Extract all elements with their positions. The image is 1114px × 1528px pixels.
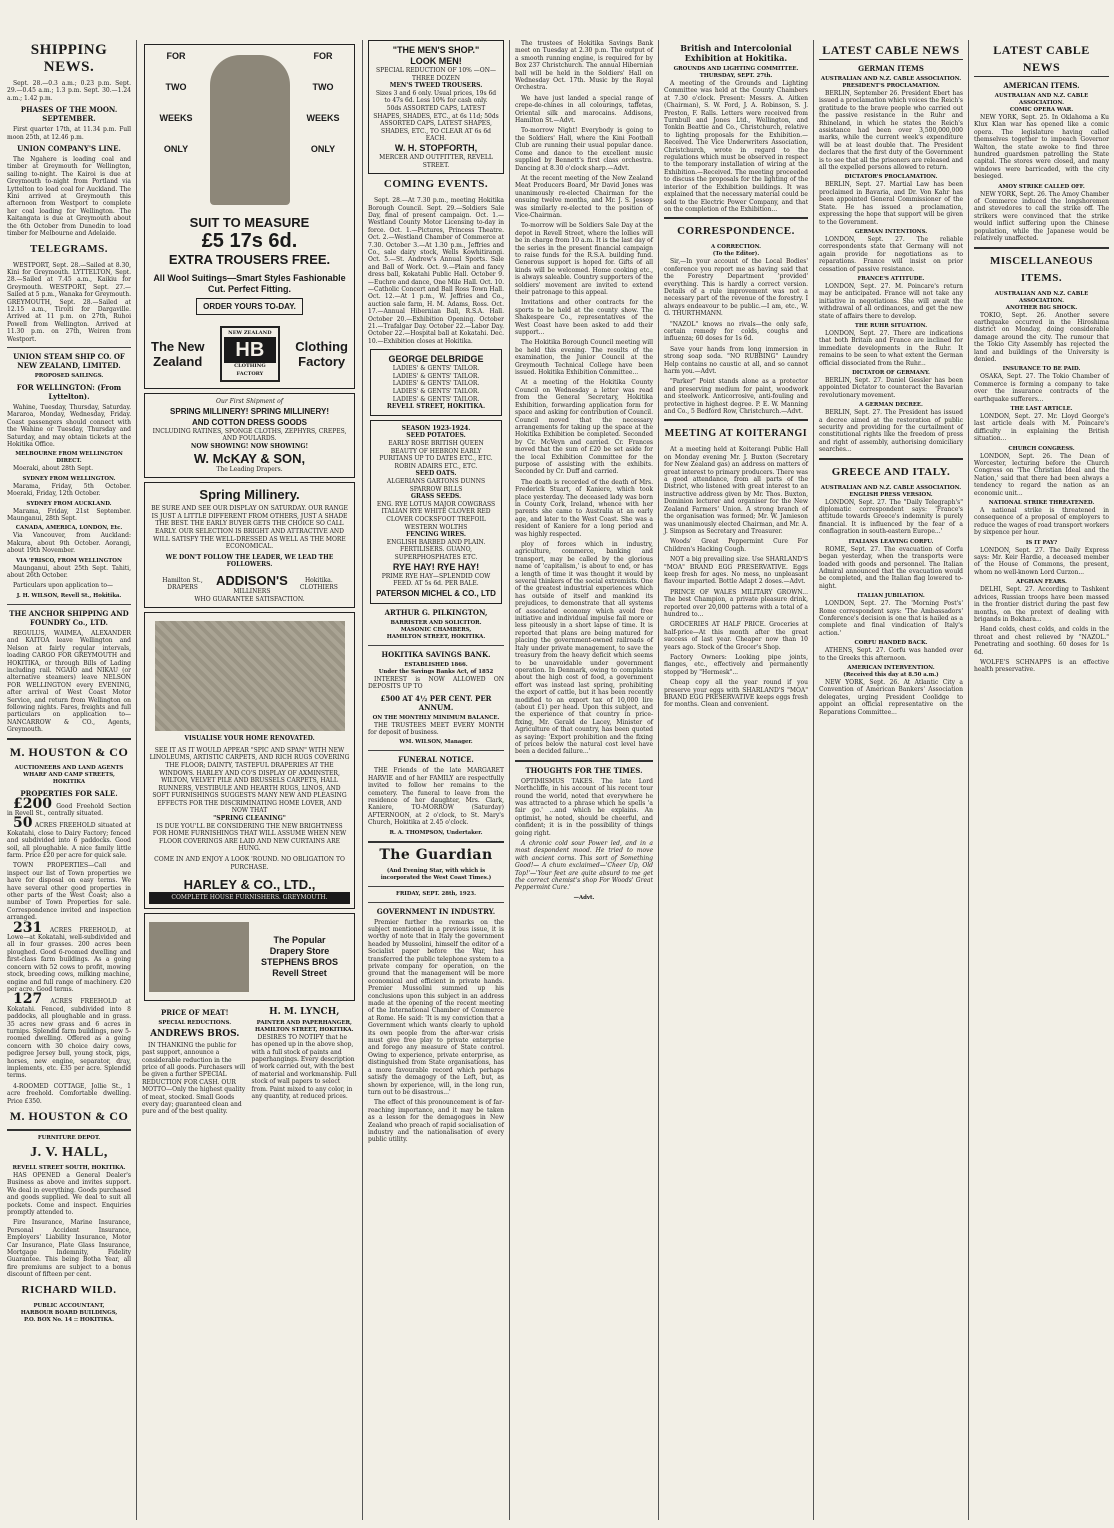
corfu-handed-back: CORFU HANDED BACK. (854, 640, 928, 647)
issue-date: FRIDAY, SEPT. 28th, 1923. (396, 890, 476, 897)
german-intentions: GERMAN INTENTIONS. (854, 228, 928, 235)
tonight-text: To-morrow Night! Everybody is going to the Soldiers' Hall, where the Kini Football Club are running their usual popular dance. Come and dance to the excellent music supplied by Bennett's first class orchestra. Dancing at 8.30 o'clock sharp.—Advt. (515, 127, 653, 172)
furniture-depot: FURNITURE DEPOT. (37, 1135, 101, 1141)
mens-tweed: MEN'S TWEED TROUSERS. (389, 82, 483, 90)
shipping-news-heading: SHIPPING NEWS. (30, 42, 108, 75)
tailors-2: LADIES' & GENTS' TAILOR. (392, 372, 480, 380)
potatoes-list: EARLY ROSE BRITISH QUEEN BEAUTY OF HEBRON EARLY PURITANS UP TO DATES ETC., ETC. ROBIN ADAIRS ETC., ETC. (379, 440, 493, 470)
lynch-name: H. M. LYNCH, (269, 1006, 340, 1017)
miscellaneous-heading: MISCELLANEOUS ITEMS. (989, 254, 1094, 284)
germany-text: BERLIN, Sept. 27. Daniel Gessler has been appointed Dictator to counteract the Bavarian revolutionary movement. (819, 377, 963, 399)
zealand: Zealand (153, 354, 203, 370)
paterson-name: PATERSON MICHEL & CO., LTD (376, 588, 496, 598)
union-text: The Ngahere is loading coal and timber at Greymouth for Wellington, sailing to-night. The Kairoi is due at Greymouth to-night from Portland via Lyttelton to load coal for Auckland. The Kini arrived at Greymouth this afternoon from Westport to complete her coal loading for Wellington. The Kaitangata is due at Greymouth about the 6th October from Dunedin to load timber for Melbourne and Adelaide. (7, 156, 131, 238)
thoughts-heading: THOUGHTS FOR THE TIMES. (525, 765, 643, 775)
andrews-text: IN THANKING the public for past support, announce a considerable reduction in the price of all goods. Purchasers will be given a further SPECIAL REDUCTION FOR CASH. OUR MOTTO—Only the highest quality of meat, stocked. Small Goods every day; guaranteed clean and pure and of the best quality. (142, 1041, 246, 1116)
stephens-name: STEPHENS BROS (260, 956, 338, 967)
assorted-caps: 50ds ASSORTED CAPS, LATEST SHAPES, SHADES, ETC., at 6s 11d; 50ds ASSORTED CAPS, LATEST SHAPES, SHADES, ETC., TO CLEAR AT 6s 6d EACH. (373, 104, 499, 143)
spring-millinery-banner: SPRING MILLINERY! SPRING MILLINERY! (170, 406, 329, 416)
wool-suitings: All Wool Suitings—Smart Styles Fashionable Cut. Perfect Fitting. (153, 273, 346, 294)
suit-figure-image (210, 55, 290, 205)
pilkington-sub: BARRISTER AND SOLICITOR. (390, 619, 482, 626)
prop4-price: 127 (13, 991, 43, 1008)
wild-sub: PUBLIC ACCOUNTANT, (33, 1302, 105, 1309)
hall-address: REVELL STREET SOUTH, HOKITIKA. (12, 1165, 126, 1171)
italian-jubilation: ITALIAN JUBILATION. (857, 593, 925, 600)
mckay-ad (144, 393, 355, 478)
wolfe-ad: WOLFE'S SCHNAPPS is an effective health preservative. (974, 658, 1109, 674)
woods-text: Woods' Great Peppermint Cure For Children's Hacking Cough. (664, 538, 808, 553)
established: ESTABLISHED 1866. (404, 661, 468, 668)
tweed-text: Sizes 3 and 6 only. Usual prices, 19s 6d to 47s 6d. Less 10% for cash only. (375, 89, 497, 105)
harley-text-2: IS DUE YOU'LL BE CONSIDERING THE NEW BRIGHTNESS FOR HOME FURNISHINGS THAT WILL ASSUME WHEN NEW FLOOR COVERINGS ARE LAID AND NEW CURTAINS ARE HUNG. (152, 822, 347, 853)
stopforth-name: W. H. STOPFORTH, (394, 142, 478, 153)
exhibition-body: A meeting of the Grounds and Lighting Committee was held at the County Chambers at 7.30 o'clock. Present: Messrs. A. Aitken (Chairman), S. W. Ford, J. A. Robinson, S. J. Preston, F. Ralls. Letters were received from Turnbull and Jones Ltd., Wellington, and Tonkin Beattie and Co., Christchurch, relative to lighting proposals for the Exhibition.—Received. The Vice Underwriters Association, Christchurch, wrote in regard to the regulations which must be observed in respect to the temporary installation of wiring at the Exhibition.—Received. The meeting proceeded to discuss the proposals for the lighting of the interior of the Exhibition buildings. It was explained that the necessary material could be sold to the Electric Power Company, and that on the completion of the Exhibition... (664, 80, 808, 213)
special-reductions: SPECIAL REDUCTIONS. (158, 1019, 232, 1026)
suit-ad (144, 44, 355, 389)
addison-ad (144, 482, 355, 608)
column-rule (968, 40, 969, 1520)
ruhr-text: LONDON, Sept. 27. There are indications that both Britain and France are inclined for immediate developments in the Ruhr. It remains to be seen to what extent the German official dissociated from the Ruhr... (819, 329, 963, 367)
leaving-text: ROME, Sept. 27. The evacuation of Corfu began yesterday, when the transports were loaded with goods and personnel. The Italian Admiral announced that the evacuation would be completed, and the Italian flag lowered to-night. (819, 545, 963, 590)
tailors-4: LADIES' & GENTS' TAILOR. (392, 388, 480, 396)
church-congress: CHURCH CONGRESS. (1008, 445, 1075, 452)
properties-heading: PROPERTIES FOR SALE. (20, 788, 118, 798)
prop3-price: 231 (13, 919, 43, 936)
millinery-text: BE SURE AND SEE OUR DISPLAY ON SATURDAY. OUR RANGE IS JUST A LITTLE DIFFERENT FROM OTHERS, JUST A SHADE THE BEST. THE EARLY BUYER GETS THE CHOICE SO CALL EARLY. OUR SELECTION IS BRIGHT AND ATTRACTIVE AND WILL SATISFY THE WELL-DRESSED AS WELL AS THE MORE ECONOMICAL. (151, 505, 348, 551)
mens-shop-title: "THE MEN'S SHOP." (392, 45, 480, 55)
insurance-text: Fire Insurance, Marine Insurance, Personal Accident Insurance, Employers' Liability Insurance, Motor Car Insurance, Plate Glass Insurance, Mortgage Indemnity, Fidelity Guarantee. This being Botha Year, all fire premiums are subject to a bonus discount of fifteen per cent. (7, 1219, 131, 1279)
tides-text: Sept. 28.—0.3 a.m.; 0.23 p.m. Sept. 29.—0.45 a.m.; 1.3 p.m. Sept. 30.—1.24 a.m.; 1.42 p.m. (7, 80, 131, 102)
afghan-fears: AFGHAN FEARS. (1016, 579, 1067, 586)
hall-heading: J. V. HALL, (30, 1145, 108, 1160)
cotton-dress: AND COTTON DRESS GOODS (192, 417, 307, 427)
andrews-name: ANDREWS BROS. (150, 1028, 240, 1039)
sharland-text: NOT a big prevailing size. Use SHARLAND'S "MOA" BRAND EGG PRESERVATIVE. Eggs keep fresh for ages. No mess, no unpleasant flavour imparted. Bottle Adapt 2 doses.—Advt. (664, 556, 808, 586)
season: SEASON 1923-1924. (401, 424, 471, 432)
under-act: Under the Savings Banks Act, of 1852 (378, 668, 494, 675)
wild-address: HARBOUR BOARD BUILDINGS, (20, 1309, 118, 1316)
government-text-2: The effect of this pronouncement is of far-reaching importance, and it may be taken as a lesson for the demagogues in New Zealand who preach of rapid socialisation of industry and the nationalisation of every public utility. (368, 1099, 504, 1144)
two-right: TWO (312, 82, 334, 92)
stephens-ad (144, 913, 355, 1001)
melbourne-text: Moeraki, about 28th Sept. (13, 465, 93, 473)
cable-news-heading: LATEST CABLE NEWS (819, 42, 963, 60)
dictators-proclamation: DICTATOR'S PROCLAMATION. (844, 174, 938, 181)
to-editor: (To the Editor). (712, 251, 760, 258)
swimming-text: Invitations and other contracts for the sports to be held at the county show. The Shakespeare Co., representatives of the West Coast have been asked to add their support... (515, 299, 653, 337)
column-rule (658, 40, 659, 1520)
union-heading: UNION COMPANY'S LINE. (17, 144, 121, 154)
come-in: COME IN AND ENJOY A LOOK 'ROUND. NO OBLIGATION TO PURCHASE. (154, 856, 345, 871)
trustees-meet: THE TRUSTEES MEET EVERY MONTH for deposit of business. (368, 721, 504, 736)
council-text: At a meeting of the Hokitika County Council on Wednesday a letter was read from the General Secretary, Hokitika Exhibition, forwarding application form for space and asking for contribution of Council. Council moved that the necessary arrangements for taking up the space at the Hokitika Exhibition be completed. Seconded by Cr. McVeyn and carried. Cr. Frances moved that the sum of £20 be set aside for the local Exhibition Committee for the purpose of assisting with the exhibits. Seconded by Cr. Duff and carried. (515, 379, 653, 476)
pilkington-name: ARTHUR G. PILKINGTON, (384, 607, 488, 617)
church-text: LONDON, Sept. 26. The Dean of Worcester, lecturing before the Church Congress on 'The Christian Ideal and the Nation,' said that there had been always a tendency to regard the nation as an economic unit... (974, 452, 1109, 497)
france-text: LONDON, Sept. 27. M. Poincare's return may be anticipated. France will not take any initiative in negotiations. She will await the withdrawal of all ordinances, and get the new state of affairs there to develop. (819, 282, 963, 320)
prop2-price: 50 (13, 815, 33, 832)
canada-heading: CANADA, AMERICA, LONDON, Etc. (15, 525, 123, 532)
koiterangi-heading: MEETING AT KOITERANGI (664, 428, 808, 440)
factory: Factory (298, 354, 346, 370)
column-rule (362, 40, 363, 1520)
weeks-left: WEEKS (159, 113, 193, 123)
bank-manager: WM. WILSON, Manager. (399, 739, 473, 746)
seed-oats: SEED OATS. (415, 470, 457, 478)
two-left: TWO (165, 82, 187, 92)
german-items: GERMAN ITEMS (858, 64, 924, 73)
guarantee-text: WHO GUARANTEE SATISFACTION. (194, 595, 305, 603)
order-today: ORDER YOURS TO-DAY. (196, 298, 303, 315)
grass-list: ENG. RYE LOTUS MAJOR COWGRASS ITALIAN RYE WHITE CLOVER RED CLOVER COCKSFOOT TREFOIL WESTERN WOLTHS (376, 500, 496, 531)
lynch-sub: PAINTER AND PAPERHANGER, (256, 1019, 352, 1026)
first-shipment: Our First Shipment of (216, 398, 283, 406)
prop1-text: Good Freehold Section in Revell St., centrally situated. (7, 802, 131, 817)
greece-italy-heading: GREECE AND ITALY. (831, 465, 951, 478)
for-wellington-text: Wahine, Tuesday, Thursday, Saturday. Mararoa, Monday, Wednesday, Friday. Coast passengers should connect with the Wahine or Tuesday, Thursday and Saturday, and may obtain tickets at the Hokitika Office. (7, 403, 131, 448)
column-advertisements (139, 40, 360, 1520)
agent-name: J. H. WILSON, Revell St., Hokitika. (16, 592, 122, 599)
rye-hay: RYE HAY! RYE HAY! (392, 561, 480, 572)
dictator-of-germany: DICTATOR OF GERMANY. (852, 370, 930, 376)
for-left: FOR (166, 51, 186, 61)
cable-agency-2: AUSTRALIAN AND N.Z. CABLE ASSOCIATION. (994, 93, 1089, 106)
insurance-to-be-paid: INSURANCE TO BE PAID. (1002, 366, 1081, 373)
school-text: The Hokitika Borough Council meeting will be held this evening. The results of the examination, the Junior Council at the Greymouth Technical College have been issued. Hokitika Exhibition Committee... (515, 339, 653, 377)
death-text: The death is recorded of the death of Mrs. Frederick Stuart, of Kaniere, which took place yesterday. The deceased lady was born in County Cork, Ireland, whence with her parents she came to Australia at an early age, and later to the West Coast. She was a resident of Kaniere for a long period and was highly respected. (515, 478, 653, 538)
anchor-text: REGULUS, WAIMEA, ALEXANDER and KAITOA leave Wellington and Nelson at fairly regular intervals, loading CARGO FOR GREYMOUTH and HOKITIKA, or through Bills of Lading including rail. NGAIO and NIKAU (or alternative steamers) leave NELSON FOR WELLINGTON every EVENING, after arrival of West Coast Motor Service, and return from Wellington on following nights. Fares, freights and full particulars on application to— NANCARROW & CO., Agents, Greymouth. (7, 629, 131, 734)
popular: The Popular (273, 934, 326, 945)
exhibition-date: THURSDAY, SEPT. 27th. (699, 73, 773, 79)
hb-bottom: CLOTHING FACTORY (234, 363, 266, 377)
save-hands-text: Save your hands from long immersion in strong soap soda. "NO RUBBING" Laundry Help contains no caustic at all, and so cannot harm you.—Advt. (664, 345, 808, 375)
interest-text: INTEREST is NOW ALLOWED ON DEPOSITS UP TO (368, 675, 504, 691)
masonic: MASONIC CHAMBERS, (400, 626, 472, 633)
buyers-text: We have just landed a special range of crepe-de-chines in all colourings, taffetas, Oriental silk and marocains. Addisons, Hamilton St.—Advt. (515, 94, 653, 125)
column-rule (136, 40, 137, 1520)
for-wellington: FOR WELLINGTON: (From Lyttelton). (16, 382, 122, 401)
government-text: Premier further the remarks on the subject mentioned in a previous issue, it is worthy of note that in Italy the government headed by Mussolini, himself the editor of a Socialist paper before the War, has transferred the public telephone system to a private company for operation, on the ground that the management will be more economical and efficient in private hands. Premier Mussolini summed up his conclusions upon this subject in an address made at the opening of the recent meeting of the International Chamber of Commerce at Rome. He said: 'It is my conviction that a Government which wants clearly to uphold its own people from the after-war crisis must give free play to private enterprise and forego any measure of State control. Owing to experience, private enterprise, as distinguished from State organisations, has a more favourable record which perhaps satisfy the demagogy of the Left, but, as shown by experience, will, in the long run, turn out to be disastrous...' (368, 918, 504, 1096)
houston2-heading: M. HOUSTON & CO (9, 1109, 129, 1123)
the-new: The New (151, 339, 205, 355)
press-text: LONDON, Sept. 27. The "Daily Telegraph's" diplomatic correspondent says: 'France's attitude towards Greece's indemnity is purely financial. It is influenced by the fear of a conflagration in south-eastern Europe...' (819, 498, 963, 536)
column-german-items (816, 40, 966, 1520)
decree-text: BERLIN, Sept. 27. The President has issued a decree aimed at the restoration of public security and providing for the curtailment of constitutional rights like the freedom of press and right of assembly, authorising domiciliary searches... (819, 409, 963, 454)
suit-to-measure: SUIT TO MEASURE (189, 215, 310, 230)
national-strike: NATIONAL STRIKE THREATENED. (988, 500, 1095, 507)
presidents-text: BERLIN, September 26. President Ebert has issued a proclamation which voices the Reich's gratitude to the brave people who carried out the passive resistance in the Ruhr and Rhineland, in which he states the Reich's assistance had been over 3,500,000,000 marks, while the current week's expenditure will be at least double that. The President declares that the first duty of the Government is to see that all the prisoners are released and all the expelled persons allowed to return. (819, 90, 963, 172)
german-decree: A GERMAN DECREE. (859, 402, 923, 409)
correspondence-text: Sir,—In your account of the Local Bodies' conference you report me as having said that the Forestry Department 'provided' everything. This is hardly a correct version. Details of a rule improvement was not a necessary part of the revenue of the forestry. I always endeavour to be public.—I am, etc., W. G. THURTHMANN. (664, 258, 808, 318)
houston-address: WHARF AND CAMP STREETS, HOKITIKA (23, 771, 115, 785)
prop2-text: ACRES FREEHOLD situated at Kokatahi, close to Dairy Factory; fenced and subdivided into 6 paddocks. Good soil, all ploughable. A nice family little farm. Price £20 per acre for quick sale. (7, 822, 131, 859)
hb-top: NEW ZEALAND (228, 330, 272, 336)
prop4-text: ACRES FREEHOLD at Kokatahi. Fenced, subdivided into 8 paddocks, all ploughable and in grass. 35 acres new grass and 6 acres in turnips. Splendid farm buildings, new 5-roomed dwelling. Offered as a going concern with 30 choice dairy cows, pedigree Jersey bull, young stock, pigs, horses, new engine, separator, dray, implements, etc. £35 per acre. Splendid terms. (7, 998, 131, 1080)
is-it-pay: IS IT PAY? (1025, 539, 1058, 546)
amoy-text: NEW YORK, Sept. 26. The Amoy Chamber of Commerce induced the longshoremen and stevedores to call the strike off. The strikers were convinced that the strike would inflict suffering upon the Chinese population, while the Japanese would be relatively unaffected. (974, 190, 1109, 243)
interest-rate: £500 AT 4½ PER CENT. PER ANNUM. (380, 693, 492, 712)
exhibition-heading: British and Intercolonial Exhibition at Hokitika. (680, 43, 792, 63)
intentions-text: LONDON, Sept. 27. The reliable correspondents state that Germany will not again provide for negotiations as to reparations. France will insist on prior cessation of passive resistance. (819, 235, 963, 273)
comic-text: NEW YORK, Sept. 25. In Oklahoma a Ku Klux Klan war has opened like a comic opera. The legislature having called themselves together to impeach Governor Walton, the state awoke to find three hundred guardsmen patrolling the State capital. The stores were closed, and many windows were barricaded, with the city besieged. (974, 114, 1109, 181)
corfu-text: ATHENS, Sept. 27. Corfu was handed over to the Greeks this afternoon. (819, 647, 963, 662)
addison-name: ADDISON'S (216, 572, 288, 588)
insurance-text-2: OSAKA, Sept. 27. The Tokio Chamber of Commerce is forming a company to take over the insurance contracts of the earthquake sufferers... (974, 373, 1109, 403)
addison-left: Hamilton St., DRAPERS (162, 576, 203, 592)
prince-text: PRINCE OF WALES MILITARY GROWN... The best Champion, a private pleasure drink, reported over 20,000 patterns with a total of a hundred to... (664, 588, 808, 618)
grounds-committee: GROUNDS AND LIGHTING COMMITTEE. (673, 66, 799, 72)
usc-sub: PROPOSED SAILINGS. (34, 372, 104, 379)
pay-text: LONDON, Sept. 27. The Daily Express says: Mr. Keir Hardie, a deceased member of the House of Commons, the present, whom no well-known Lord Curzon... (974, 546, 1109, 576)
savings-bank: HOKITIKA SAVINGS BANK. (381, 649, 491, 659)
government-heading: GOVERNMENT IN INDUSTRY. (376, 906, 496, 916)
coming-events-heading: COMING EVENTS. (383, 178, 489, 191)
sydney-a-text: Marama, Friday, 21st September. Maunganui, 28th Sept. (7, 507, 131, 523)
sydney-w-heading: SYDNEY FROM WELLINGTON. (22, 475, 116, 482)
addison-milliners: MILLINERS (233, 587, 271, 595)
oats-list: ALGERIANS GARTONS DUNNS SPARROW BILLS (386, 477, 486, 493)
mckay-tagline: The Leading Drapers. (216, 465, 283, 473)
price-of-meat: PRICE OF MEAT! (160, 1007, 229, 1017)
frisco-text: Maunganui, about 25th Sept. Tahiti, about 26th October. (7, 564, 131, 580)
tailors-1: LADIES' & GENTS' TAILOR. (392, 365, 480, 373)
anchor-heading: THE ANCHOR SHIPPING AND FOUNDRY Co., LTD. (9, 608, 129, 627)
nazol-ad: Hand colds, chest colds, and colds in the throat and chest relieved by "NAZOL." Penetrating and soothing. 60 doses for 1s 6d. (974, 626, 1109, 656)
comic-opera-war: COMIC OPERA WAR. (1009, 107, 1074, 113)
delbridge-name: GEORGE DELBRIDGE (388, 354, 484, 365)
meeting-text: At the recent meeting of the New Zealand Meat Producers Board, Mr David Jones was unanimously re-elected Chairman for the ensuing twelve months, and Mr. J. S. Jessop was similarly re-elected to the position of Vice-Chairman. (515, 174, 653, 219)
american-intervention: AMERICAN INTERVENTION. (847, 664, 935, 671)
koiterangi-text: At a meeting held at Koiterangi Public Hall on Monday evening Mr. J. Buxton (Secretary for New Zealand gas) an address on matters of great interest to primary producers. There was a good attendance, from all parts of the District, who listened with great interest to an instructive address given by Mr. Thos. Buxton, Dominion lecturer and organiser for the New Zealand Farmers' Union. A strong branch of the organisation was formed; Mr. W. Jamieson was unanimously elected Chairman, and Mr. A. J. Simpson as Secretary and Treasurer. (664, 446, 808, 535)
strike-text: A national strike is threatened in consequence of a proposal of employers to reduce the wages of road transport workers by sixpence per hour. (974, 507, 1109, 537)
nazol-text: "NAZOL" knows no rivals—the only safe, certain remedy for colds, coughs and influenza; 60 doses for 1s 6d. (664, 320, 808, 343)
addison-right: Hokitika. CLOTHIERS (299, 576, 338, 592)
greece-agency: AUSTRALIAN AND N.Z. CABLE ASSOCIATION. (820, 484, 962, 491)
mens-shop-ad (368, 40, 504, 174)
shroeder-verse: A chronic cold sour Power led, and in a most despondent mood. He tried to move with ancient corns. This sort of Something Good!— A chum exclaimed—'Cheer Up, Old Top!'—'Your feet are quite absurd to me get the correct chemist's shop For Woods' Great Peppermint Cure.' (515, 840, 653, 892)
phases-text: First quarter 17th, at 11.34 p.m. Full moon 25th, at 12.46 p.m. (7, 126, 131, 141)
hamilton-street: HAMILTON STREET, HOKITIKA. (386, 633, 486, 640)
guardian-sub: (And Evening Star, with which is incorporated the West Coast Times.) (380, 867, 492, 881)
sydney-a-heading: SYDNEY FROM AUCKLAND. (26, 500, 112, 507)
now-showing: NOW SHOWING! NOW SHOWING! (190, 443, 309, 450)
guardian-masthead: The Guardian (379, 846, 493, 863)
monthly-balance: ON THE MONTHLY MINIMUM BALANCE. (372, 714, 500, 721)
only-right: ONLY (310, 144, 336, 154)
paterson-ad (370, 420, 502, 604)
wild-box: P.O. BOX No. 14 :: HOKITIKA. (24, 1316, 114, 1323)
special-reduction: SPECIAL REDUCTION OF 10% —ON— THREE DOZEN (376, 67, 496, 82)
afghan-text: DELHI, Sept. 27. According to Tashkent advices, Russian troops have been massed in the frontier district during the past few months, on the pretext of dealing with brigands in Bokhara... (974, 586, 1109, 623)
tailors-3: LADIES' & GENTS' TAILOR. (392, 380, 480, 388)
follow-text: WE DON'T FOLLOW THE LEADER, WE LEAD THE FOLLOWERS. (165, 553, 334, 569)
melbourne-heading: MELBOURNE FROM WELLINGTON DIRECT. (15, 451, 123, 465)
groceries-text: GROCERIES AT HALF PRICE. Groceries at half-price—At this month after the great success of last year. Cheaper now than 10 years ago. Stock of the Grocer's Shop. (664, 621, 808, 651)
article-text: LONDON, Sept. 27. Mr. Lloyd George's last article deals with M. Poincare's difficulty in explaining the British situation... (974, 412, 1109, 443)
spring-cleaning: "SPRING CLEANING" (213, 815, 286, 823)
another-big-shock: ANOTHER BIG SHOCK. (1005, 304, 1078, 311)
column-rule (813, 40, 814, 1520)
patent-text: "Parker" Point stands alone as a protector and preserving medium for paint, woodwork and steelwork. Anticorrosive, anti-fouling and protective in highest degree. P. E. W. Manning and Co., 5 Bedford Row, Christchurch.—Advt. (664, 378, 808, 416)
weeks-right: WEEKS (306, 113, 340, 123)
spring-millinery-heading: Spring Millinery. (199, 487, 300, 503)
american-items: AMERICAN ITEMS. (1003, 81, 1080, 90)
hall-text: HAS OPENED a General Dealer's Business as above and invites support. We deal in everything. Goods purchased and goods supplied. We deal to suit all pockets. Come and inspect. Enquiries promptly attended to. (7, 1172, 131, 1217)
column-mens-shop (365, 40, 507, 1520)
prop3-text: ACRES FREEHOLD, at Lowe—at Kokatahi, well-subdivided and all in four grasses. 200 acres been ploughed. Good 6-roomed dwelling and first-class farm buildings. As a going concern with 52 cows to profit, mowing stock, breeding cows, milking machine, engine and full range of machinery. £20 per acre. Good terms. (7, 926, 131, 993)
usc-heading: UNION STEAM SHIP CO. OF NEW ZEALAND, LIMITED. (13, 351, 125, 370)
rye-text: PRIME RYE HAY—SPLENDID COW FEED. AT 5s 6d. PER BALE. (381, 572, 491, 588)
telegrams-text: WESTPORT, Sept. 28.—Sailed at 8.30, Kini for Greymouth. LYTTELTON, Sept. 28.—Sailed at 7.45 a.m., Kaikiu for Greymouth. WESTPORT, Sept. 27.—Sailed at 5 p.m., Wanaka for Greymouth. GREYMOUTH, Sept. 28.—Sailed at 12.15 a.m., Tiroiti for Dargaville. Arrived at 11 p.m. on 27th, Ruhoi Powell from Wellington. Arrived at 11.30 p.m. on 27th, Weiren from Westport. (7, 261, 131, 343)
sydney-w-text: Marama, Friday, 5th October. Moeraki, Friday, 12th October. (7, 482, 131, 498)
houston-heading: M. HOUSTON & CO (9, 744, 129, 759)
grass-seeds: GRASS SEEDS. (410, 493, 462, 501)
canada-text: Via Vancouver, from Auckland: Makura, about 9th October. Aorangi, about 19th November. (7, 532, 131, 555)
mckay-name: W. McKAY & SON, (193, 450, 306, 466)
prop5-text: 4-ROOMED COTTAGE, Jollie St., 1 acre freehold. Comfortable dwelling. Price £350. (7, 1082, 131, 1105)
clothing: Clothing (295, 339, 348, 355)
lynch-text: DESIRES TO NOTIFY that he has opened up in the above shop, with a full stock of paints and paperhangings. Every description of work carried out, with the best of material and workmanship. Full stock of wall papers to select from. Paint mixed to any color, in any quantity, at reduced prices. (251, 1033, 357, 1101)
column-shipping (4, 40, 134, 1520)
funeral-text: THE Friends of the late MARGARET HARVIE and of her FAMILY are respectfully invited to follow her remains to the cemetery. The funeral to leave from the residence of her daughter, Mrs. Clark, Kaniere, TO-MORROW (Saturday) AFTERNOON, at 2 o'clock, to St. Mary's Church, Hokitika at 2.45 o'clock. (368, 767, 504, 827)
tomorrow-text: To-morrow will be Soldiers Sale Day at the depot in Revell Street, where the lollies will be in charge from 10 a.m. It is the last day of the series in the present financial campaign to raise funds for the R.S.A. building fund. Generous support is hoped for. Gifts of all kinds will be welcomed. Home cooking etc., is always saleable. Country supporters of the soldiers' movement are invited to extend their patronage to this appeal. (515, 222, 653, 296)
cable-news-heading-2: LATEST CABLE NEWS (974, 42, 1109, 77)
frisco-heading: VIA 'FRISCO, FROM WELLINGTON (16, 557, 122, 564)
revell-hokitika: REVELL STREET, HOKITIKA. (386, 403, 486, 411)
lynch-ad (252, 1005, 358, 1119)
france-attitude: FRANCE'S ATTITUDE. (857, 275, 925, 282)
drapery-store: Drapery Store (269, 945, 330, 956)
particulars-text: Particulars upon application to— (13, 582, 113, 590)
suit-price: £5 17s 6d. (201, 230, 298, 252)
dictators-text: BERLIN, Sept. 27. Martial Law has been proclaimed in Bavaria, and Dr. Von Kahr has been appointed General Commissioner of the State. He has issued a proclamation, expressing the hope that support will be given to the Government. (819, 181, 963, 226)
amoy-strike: AMOY STRIKE CALLED OFF. (998, 183, 1085, 190)
visualise-caption: VISUALISE YOUR HOME RENOVATED. (184, 735, 315, 743)
last-article: THE LAST ARTICLE. (1010, 405, 1073, 412)
american-text: NEW YORK, Sept. 26. At Atlantic City a Convention of American Bankers' Association delegates, urging President Coolidge to appoint an official representative on the Reparations Committee... (819, 678, 963, 716)
shock-text: TOKIO, Sept. 26. Another severe earthquake occurred in the Hiroshima district on Monday, doing considerable damage around the city. The rumour that the Tokio City Assembly has rejected the land and buildings of the University is denied. (974, 311, 1109, 363)
hb-logo: HB (224, 337, 276, 363)
for-right: FOR (313, 51, 333, 61)
extra-trousers: EXTRA TROUSERS FREE. (168, 252, 331, 267)
italians-leaving: ITALIANS LEAVING CORFU. (848, 538, 934, 545)
jubilation-text: LONDON, Sept. 27. The 'Morning Post's' Rome correspondent says: 'The Ambassadors' Conference's decision is one that is hailed as a complete and final vindication of Italy's action.' (819, 600, 963, 637)
wild-heading: RICHARD WILD. (21, 1283, 117, 1296)
harley-text: SEE IT AS IT WOULD APPEAR "SPIC AND SPAN" WITH NEW LINOLEUMS, ARTISTIC CARPETS, AND RICH RUGS COVERING THE FLOOR; DAINTY, TASTEFUL DRAPERIES AT THE WINDOWS. HARLEY AND CO'S DISPLAY OF AXMINSTER, WILTON, VELVET PILE AND BRUSSELS CARPETS, HALL RUNNERS, VESTIBULE AND HEARTH RUGS, LINOS, AND SOFT FURNISHINGS SUGGESTS MANY NEW AND PLEASING EFFECTS FOR THE DISCRIMINATING HOME LOVER, AND NOW THAT (149, 746, 350, 815)
misc-agency: AUSTRALIAN AND N.Z. CABLE ASSOCIATION. (994, 290, 1089, 304)
column-local-news (512, 40, 656, 1520)
lynch-address: HAMILTON STREET, HOKITIKA. (255, 1026, 354, 1033)
undertaker: R. A. THOMPSON, Undertaker. (389, 829, 483, 836)
english-press: ENGLISH PRESS VERSION. (849, 491, 933, 498)
article-body-continued: ploy of forces which in industry, agriculture, commerce, banking and transport, may be called by the glorious name of 'capitalism,' is about to end, or has a length of time it was thought it would by several thinkers of the social extremists. One of the greatest industrial experiences which has outside of itself and mankind its prejudices, to demonstrate that all systems of associated economy which avoid free initiative and individual impulse fail more or less piteously in a short lapse of time. It is reported that plans are being matured for placing the government-owned railroads of Italy under private management, to save the treasury from the heavy deficit which seems to be unavoidable under government operation. In Denmark, owing to complaints about the high cost of food, a government effort was instead last spring, prohibiting the export of cattle, but it has been recently modified to an export tax of 10,000 lire (about £1) per head. Upon this subject, and the experience of that country in price-fixing, Mr. Gerald de Lacey, Minister of Agriculture of that country, has been quoted as saying: 'Export prohibition and the fixing of prices below the natural cost level have been a decided failure...' (515, 541, 653, 756)
tailors-5: LADIES' & GENTS' TAILOR. (392, 395, 480, 403)
eggs-text: Cheap copy all the year round if you preserve your eggs with SHARLAND'S "MOA" BRAND EGG PRESERVATIVE keeps eggs fresh for months. Clean and convenient. (664, 679, 808, 709)
houston-sub: AUCTIONEERS AND LAND AGENTS (14, 764, 124, 771)
factory-text: Factory Owners: Looking pipe joints, flanges, etc., effectively and permanently stopped by "Hermesk"... (664, 654, 808, 676)
room-illustration-image (155, 621, 345, 731)
ruhr-situation: THE RUHR SITUATION. (854, 322, 928, 329)
delbridge-ad (370, 349, 502, 416)
andrews-ad (142, 1005, 248, 1119)
town-properties-text: TOWN PROPERTIES—Call and inspect our list of Town properties we have for disposal on easy terms. We have several other good properties in other parts of the West Coast; also a number of Town Properties for sale. Correspondence invited and inspection arranged. (7, 862, 131, 922)
stopforth-sub: MERCER AND OUTFITTER, REVELL STREET. (379, 153, 493, 169)
prop1-price: £200 (13, 795, 52, 812)
trustees-text: The trustees of Hokitika Savings Bank meet on Tuesday at 2.30 p.m. The output of a smooth running engine, is required for by Box 237 Christchurch. The annual Hibernian ball will be held in the Soldiers' Hall on Wednesday Oct. 17th. Music by the Royal Orchestra. (515, 40, 653, 92)
revell-street: Revell Street (272, 967, 327, 978)
correction-sub: A CORRECTION. (710, 244, 762, 251)
including-text: INCLUDING RATINES, SPONGE CLOTHS, ZEPHYRS, CREPES, AND FOULARDS. (152, 427, 347, 443)
telegrams-heading: TELEGRAMS. (29, 242, 109, 255)
coming-events-text: Sept. 28.—At 7.30 p.m., meeting Hokitika Borough Council. Sept. 29.—Soldiers Sale Day, final of present campaign. Oct. 1.—Westland County Motor Licensing to-day in force. Oct. 1.—Pictures, Princess Theatre. Oct. 2.—Westland Chamber of Commerce at 7.30. October 3.—At 1.30 p.m., Jeffries and Co., sale dairy stock, Wells Kowhitirangi. Oct. 5.—St. Andrew's Annual Sports. Sale and Ball of Work. Oct. 9.—Plain and fancy dress ball, Kokatahi Public Hall. October 9.—Euchre and dance, One Mile Hall. Oct. 10.—Catholic Concert and Ball Ross Town Hall. Oct. 12.—At 1 p.m., W. Jeffries and Co., auction sale farm, H. M. Adams, Ross. Oct. 17.—Annual Hibernian Ball, R.S.A. Hall. October 20.—Exhibition Opening. October 21.—Trafalgar Day. October 22.—Labor Day. October 22.—Hospital ball at Kokatahi. Dec. 10.—Exhibition closes at Hokitika. (368, 197, 504, 345)
phases-heading: PHASES OF THE MOON. SEPTEMBER. (20, 105, 118, 124)
only-left: ONLY (163, 144, 189, 154)
seed-potatoes: SEED POTATOES. (406, 432, 466, 440)
fencing-text: ENGLISH BARBED AND PLAIN. FERTILISERS. GUANO, SUPERPHOSPHATES ETC. (386, 538, 486, 561)
advt: —Advt. (573, 894, 595, 901)
cable-agency: AUSTRALIAN AND N.Z. CABLE ASSOCIATION. (820, 76, 962, 82)
column-exhibition (661, 40, 811, 1520)
column-rule (509, 40, 510, 1520)
presidents-proclamation: PRESIDENT'S PROCLAMATION. (842, 83, 940, 89)
funeral-heading: FUNERAL NOTICE. (398, 755, 474, 765)
harley-sub: COMPLETE HOUSE FURNISHERS. GREYMOUTH. (149, 892, 350, 904)
fencing: FENCING WIRES. (406, 531, 466, 539)
look-men: LOOK MEN! (410, 56, 462, 66)
harley-name: HARLEY & CO., LTD., (183, 877, 316, 893)
thoughts-text: OPTIMISMUS TAKES. The late Lord Northcliffe, in his account of his recent tour round the world, noted that everywhere he was attracted to a phrase which he spells 'a fair go.' ...and which he explains. An optimist, he noted, should be cheerful, and confident; it is in the possibility of things going right. (515, 777, 653, 837)
received-note: (Received this day at 8.50 a.m.) (843, 671, 939, 678)
correspondence-heading: CORRESPONDENCE. (677, 225, 795, 238)
store-front-image (149, 922, 249, 992)
harley-ad (144, 612, 355, 909)
column-american-items (971, 40, 1112, 1520)
